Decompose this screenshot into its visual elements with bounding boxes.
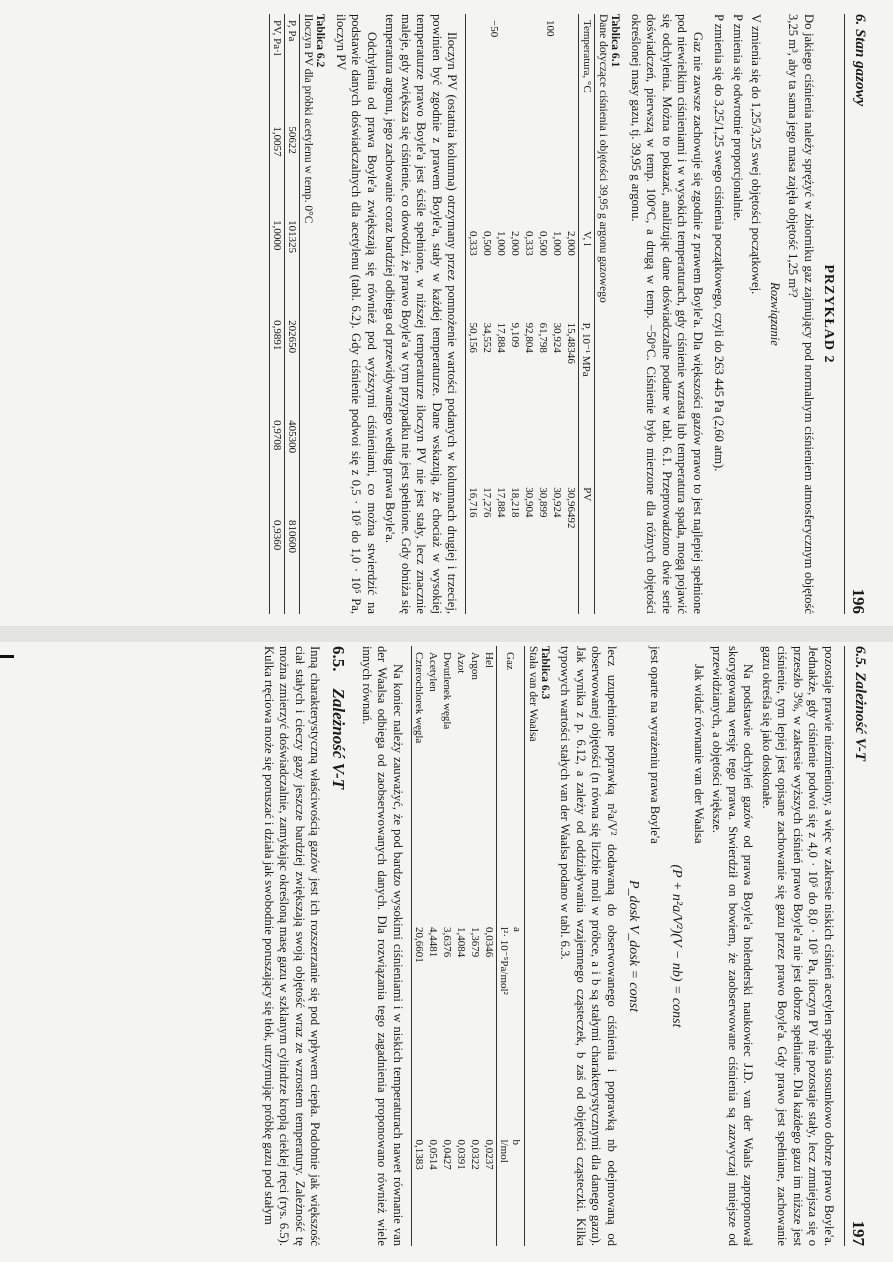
example-title: PRZYKŁAD 2 (821, 264, 836, 364)
table-title: Tablica 6.3 (539, 646, 551, 700)
table-cell-gas: Czterochlorek węgla (413, 652, 425, 744)
table-row (565, 14, 580, 614)
table-cell: 2,000 (509, 231, 522, 256)
page-number: 197 (849, 1220, 868, 1246)
table-cell-temp: 100 (544, 20, 557, 37)
table-row-label: P, Pa (286, 20, 299, 42)
paragraph: jest oparte na wyrażeniu prawa Boyle'a (648, 646, 663, 844)
table-cell: 30,96492 (565, 487, 578, 529)
table-header-cell: V, l (581, 231, 593, 247)
table-cell: 50622 (286, 126, 299, 154)
header-unit: l²· 10⁻⁵Pa/mol² (498, 926, 510, 995)
table-cell-temp: −50 (488, 20, 501, 38)
table-cell-gas: Acetylen (427, 652, 439, 692)
table-header-row (579, 14, 595, 614)
table-header-cell: Gaz (504, 652, 517, 670)
paragraph: Odchylenia od prawa Boyle'a zwiększają się również pod wyższymi ciśnieniami, co można stwierdzić na podstawie danych doświadczalnych dla acetylenu (tabl. 6.2). Gdy ciśnienie podwoi się z 0,5 · 10⁵ do 1,0 · 10⁵ Pa, iloczyn PV (334, 14, 379, 614)
table-subtitle: Dane dotyczące ciśnienia i objętości 39,95 g argonu gazowego (597, 14, 610, 303)
section-number: 6.5. (329, 646, 349, 672)
van-der-waals-equation: (P + n²a/V²)(V − nb) = const (669, 864, 685, 1028)
table-cell: 0,0237 (483, 1139, 495, 1170)
table-cell: 30,924 (551, 487, 564, 518)
page-197 (18, 646, 868, 1246)
table-cell: 0,0427 (441, 1139, 453, 1170)
table-cell: 405300 (286, 420, 299, 454)
table-cell: 4,4481 (427, 926, 439, 958)
table-cell: 1,000 (551, 231, 564, 256)
table-row (412, 646, 427, 1246)
solution-line: P zmienia się odwrotnie proporcjonalnie. (731, 14, 745, 221)
table-cell: 9,109 (509, 322, 522, 348)
table-row (468, 646, 482, 1246)
table-header-row (497, 646, 525, 1246)
table-cell: 2,000 (565, 231, 578, 256)
table-title: Tablica 6.2 (314, 14, 327, 68)
table-header-cell: PV (581, 487, 593, 502)
solution-line: V zmienia się do 1,25/3,25 swej objętości początkowej. (749, 14, 764, 295)
table-cell: 50,156 (467, 322, 480, 353)
table-cell: 34,552 (481, 322, 494, 353)
page-edge-mark (0, 655, 14, 658)
table-cell: 0,9360 (271, 520, 284, 551)
table-row (482, 646, 497, 1246)
table-caption (598, 14, 622, 614)
paragraph: Iloczyn PV (ostatnia kolumna) otrzymany przez pomnożenie wartości podanych w kolumnach drugiej i trzeciej, powinien być zgodnie z prawem Boyle'a, stały w każdej temperaturze. Dane wskazują, że chociaż w wysokiej temperaturze prawo Boyle'a jest ściśle spełnione, w niższej temperaturze iloczyn PV nie jest stały, lecz znacznie maleje, gdy zwiększa się ciśnienie, co dowodzi, że prawo Boyle'a w tym przypadku nie jest spełnione. Gdy obniża się temperatura argonu, jego zachowanie coraz bardziej odbiega od przewidywanego według prawa Boyle'a. (383, 14, 460, 614)
table-cell: 30,904 (523, 487, 536, 518)
paragraph: lecz uzupełnione poprawką n²a/V² dodawaną do obserwowanego ciśnienia i poprawką nb odejmowaną od obserwowanej objętości (n równa się liczbie moli w próbce, a i b są stałymi charakterystycznymi dla danego gazu). Jak wynika z p. 6.12, a zależy od oddziaływania wzajemnego cząsteczek, b zaś od objętości cząsteczki. Kilka typowych wartości stałych van der Waalsa podano w tabl. 6.3. (558, 646, 619, 1246)
solution-line: P zmienia się do 3,25/1,25 swego ciśnienia początkowego, czyli do 263 445 Pa (2,60 atm). (712, 14, 727, 472)
table-row (509, 14, 523, 614)
running-head: 6. Stan gazowy (852, 14, 868, 107)
section-title: Zależność V-T (329, 688, 349, 790)
table-subtitle: Iloczyn PV dla próbki acetylenu w temp. 0°C (302, 14, 315, 224)
table-cell: 17,276 (481, 487, 494, 518)
table-cell: 0,9708 (271, 420, 284, 451)
table-cell: 16,716 (467, 487, 480, 518)
table-cell: 1,0000 (271, 220, 284, 251)
paragraph: pozostaje prawie niezmieniony, a więc w zakresie niskich ciśnień acetylen spełnia stosunkowo dobrze prawo Boyle'a. Jednakże, gdy ciśnienie podwoi się z 4,0 · 10⁵ do 8,0 · 10⁵ Pa, iloczyn PV nie pozostaje stały, lecz zmniejsza się o przeszło 3%, w zakresie wyższych ciśnień prawo Boyle'a nie jest dobrze spełniane. Dla każdego gazu im niższe jest ciśnienie, tym lepiej jest opisane zachowanie się gazu przez prawo Boyle'a. Gdy prawo jest spełniane, zachowanie gazu określa się jako doskonałe. (760, 646, 836, 1246)
table-cell: 61,798 (537, 322, 550, 353)
header-symbol: b (510, 1139, 523, 1146)
table-cell: 30,924 (551, 322, 564, 353)
header-unit: l/mol (498, 1139, 511, 1163)
table-cell: 0,333 (467, 231, 480, 256)
table-cell: 17,884 (495, 322, 508, 353)
page-header (844, 14, 868, 614)
table-header-cell: Temperatura, °C (581, 20, 593, 93)
solution-label: Rozwiązanie (768, 282, 782, 346)
section-heading (329, 646, 349, 1246)
table-6-2 (270, 14, 301, 614)
table-cell: 15,48346 (565, 322, 578, 364)
table-cell: 0,9891 (271, 320, 284, 351)
table-cell: 0,0391 (455, 1139, 467, 1170)
table-cell: 0,333 (523, 231, 536, 256)
table-row (426, 646, 440, 1246)
book-gutter (0, 626, 893, 642)
table-row-label: PV, Pa·l (271, 20, 284, 56)
page-196 (18, 14, 868, 614)
table-cell: 18,218 (509, 487, 522, 518)
table-cell: 30,899 (537, 487, 550, 518)
table-cell: 1,4084 (455, 926, 467, 958)
table-cell: 20,6601 (413, 926, 425, 963)
table-cell-gas: Argon (469, 652, 481, 680)
table-header-cell: P, 10⁻¹ MPa (580, 322, 593, 377)
table-cell: 1,000 (495, 231, 508, 256)
table-cell: 1,3679 (469, 926, 481, 958)
header-symbol: a (511, 926, 523, 932)
table-row (285, 14, 300, 614)
paragraph: Gaz nie zawsze zachowuje się zgodnie z prawem Boyle'a. Dla większości gazów prawo to jest najlepiej spełnione pod niewielkim ciśnieniami i w wysokich temperaturach, gdy ciśnienie wzrasta lub temperatura spada, mogą pojawić się odchylenia. Można to pokazać, analizując dane doświadczalne podane w tabl. 6.1. Przeprowadzono dwie serie doświadczeń, pierwszą w temp. 100°C, a drugą w temp. −50°C. Ciśnienie było mierzone dla różnych objętości określonej masy gazu, tj. 39,95 g argonu. (629, 14, 705, 614)
paragraph: Na podstawie odchyleń gazów od prawa Boyle'a holenderski naukowiec J.D. van der Waals zaproponował skorygowaną wersję tego prawa. Stwierdził on bowiem, że zaobserwowane ciśnienia są zazwyczaj mniejsze od przewidzianych, a objętości większe. (710, 646, 756, 1246)
table-cell: 0,0346 (483, 926, 495, 958)
table-cell: 0,500 (481, 231, 494, 256)
table-cell: 92,804 (523, 322, 536, 353)
table-cell: 1,0057 (271, 126, 284, 157)
table-6-1 (466, 14, 596, 614)
table-row (454, 646, 468, 1246)
table-cell: 3,6376 (441, 926, 453, 958)
page-number: 196 (849, 588, 868, 614)
table-row (440, 646, 454, 1246)
table-cell: 0,1383 (413, 1139, 425, 1170)
table-cell: 0,0514 (427, 1139, 439, 1170)
paragraph: Jak widać równanie van der Waalsa (692, 664, 706, 844)
table-cell-gas: Dwutlenek węgla (441, 652, 453, 730)
table-caption (303, 14, 327, 614)
table-cell: 17,884 (495, 487, 508, 518)
boyle-equation: P_dosk V_dosk = const (626, 880, 641, 1012)
paragraph: Na koniec należy zauważyć, że pod bardzo wysokimi ciśnieniami i w niskich temperaturach nawet równanie van der Waalsa odbiega od zaobserwowanych danych. Dla rozwiązania tego zagadnienia proponowano również wiele innych równań. (360, 646, 405, 1246)
example-text: Do jakiego ciśnienia należy sprężyć w zbiorniku gaz zajmujący pod normalnym ciśnieniem atmosferycznym objętość 3,25 m³, aby ta sama jego masa zajęła objętość 1,25 m³? (786, 14, 816, 614)
table-header-cell (497, 921, 525, 1134)
paragraph: Inną charakterystyczną właściwością gazów jest ich rozszerzanie się pod wpływem ciepła. Podobnie jak większość ciał stałych i cieczy gazy jeszcze bardziej zwiększają swoją objętość wraz ze wzrostem temperatury. Zależność tę można zmierzyć doświadczalnie, zamykając określoną masę gazu w szklanym cylindrze kroplą cieklej rtęci (rys. 6.5). Kulka rtęciowa może się poruszać i działa jak swobodnie poruszający się tłok, utrzymując próbkę gazu pod stałym (262, 646, 323, 1246)
table-cell-gas: Hel (483, 652, 495, 668)
table-title: Tablica 6.1 (609, 14, 622, 68)
table-6-3 (411, 646, 525, 1246)
table-cell-gas: Azot (455, 652, 467, 674)
running-head: 6.5. Zależność V-T (852, 646, 868, 761)
table-cell: 810600 (286, 520, 299, 554)
table-cell: 202650 (286, 320, 299, 354)
table-header-cell (497, 1134, 525, 1246)
table-caption (527, 646, 551, 1246)
table-row (270, 14, 285, 614)
table-cell: 0,0322 (469, 1139, 481, 1170)
table-subtitle: Stała van der Waalsa (527, 646, 539, 742)
table-cell: 101325 (286, 220, 299, 254)
page-header (844, 646, 868, 1246)
table-cell: 0,500 (537, 231, 550, 256)
